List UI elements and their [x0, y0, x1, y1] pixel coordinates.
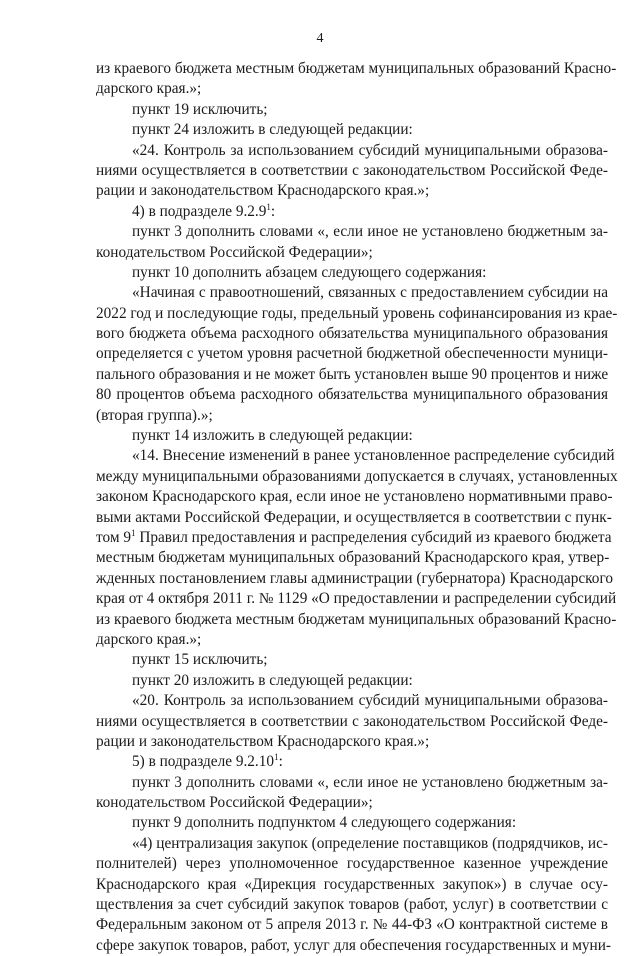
superscript: 1 [266, 201, 271, 212]
text-line [96, 100, 608, 120]
text-line [96, 671, 608, 691]
text-line [96, 548, 608, 568]
text-line-content: между муниципальными образованиями допускается в случаях, установленных [96, 467, 618, 485]
text-line [96, 610, 617, 630]
text-line [96, 161, 608, 181]
document-body [96, 59, 618, 956]
text-line [96, 344, 608, 364]
text-line-content: местным бюджетам муниципальных образований Краснодарского края, утвер- [96, 549, 610, 567]
text-line-content: рации и законодательством Краснодарского края.»; [96, 182, 430, 200]
text-line [96, 732, 608, 752]
text-line-tail: : [278, 753, 283, 771]
text-line-content: края от 4 октября 2011 г. № 1129 «О предоставлении и распределении субсидий [96, 590, 617, 608]
text-line-content: пункт 15 исключить; [132, 651, 268, 669]
superscript: 1 [274, 752, 279, 763]
text-line-tail: : [270, 202, 276, 220]
text-line-content: пункт 10 дополнить абзацем следующего содержания: [132, 263, 487, 281]
text-line-content: «24. Контроль за использованием субсидий муниципальными образова- [132, 141, 608, 159]
text-line [96, 79, 608, 99]
text-line [96, 406, 608, 426]
text-line-content: (вторая группа).»; [96, 406, 213, 424]
text-line [96, 752, 608, 772]
text-line [96, 508, 612, 528]
text-line [96, 527, 612, 548]
text-line-content: «20. Контроль за использованием субсидий муниципальными образова- [132, 692, 608, 710]
text-line [96, 181, 608, 201]
text-line [96, 589, 617, 609]
superscript: 1 [131, 527, 136, 538]
text-line-content: сфере закупок товаров, работ, услуг для обеспечения государственных и муни- [96, 936, 612, 954]
text-line-content: законом Краснодарского края, если иное не установлено нормативными право- [96, 488, 613, 506]
text-line-content: «14. Внесение изменений в ранее установленное распределение субсидий [132, 447, 615, 465]
text-line [96, 59, 617, 79]
text-line-content: том 9 [96, 528, 131, 546]
text-line [96, 691, 608, 711]
text-line [96, 630, 608, 650]
text-line-content: рации и законодательством Краснодарского края.»; [96, 732, 430, 750]
text-line [96, 487, 613, 507]
text-line-content: «Начиная с правоотношений, связанных с предоставлением субсидии на [132, 284, 608, 302]
text-line [96, 650, 608, 670]
text-line-content: 4) в подразделе 9.2.9 [132, 202, 267, 220]
text-line [96, 895, 608, 915]
text-line-content: пункт 24 изложить в следующей редакции: [132, 121, 413, 139]
text-line [96, 243, 608, 263]
text-line [96, 813, 608, 833]
text-line-content: Краснодарского края «Дирекция государственных закупок») в случае осу- [96, 875, 608, 893]
text-line [96, 385, 608, 405]
text-line [96, 120, 608, 140]
text-line-content: ществления за счет субсидий закупок товаров (работ, услуг) в соответствии с [96, 896, 608, 914]
text-line [96, 365, 608, 385]
text-line [96, 426, 608, 446]
text-line-content: пункт 19 исключить; [132, 100, 268, 118]
text-line-content: жденных постановлением главы администрации (губернатора) Краснодарского [96, 569, 613, 587]
text-line [96, 283, 608, 303]
text-line-tail: Правил предоставления и распределения субсидий из краевого бюджета [135, 528, 612, 546]
text-line-content: дарского края.»; [96, 630, 202, 648]
text-line [96, 304, 618, 324]
text-line [96, 793, 608, 813]
text-line-content: из краевого бюджета местным бюджетам муниципальных образований Красно- [96, 60, 617, 77]
text-line [96, 324, 608, 344]
text-line-content: «4) централизация закупок (определение поставщиков (подрядчиков, ис- [132, 834, 608, 852]
text-line [96, 202, 608, 222]
text-line [96, 773, 608, 793]
text-line-content: 5) в подразделе 9.2.10 [132, 753, 275, 771]
text-line-content: определяется с учетом уровня расчетной бюджетной обеспеченности муници- [96, 345, 608, 363]
text-line-content: пункт 14 изложить в следующей редакции: [132, 427, 413, 445]
text-line-content: выми актами Российской Федерации, и осуществляется в соответствии с пунк- [96, 508, 612, 526]
text-line-content: полнителей) через уполномоченное государственное казенное учреждение [96, 855, 608, 873]
text-line-content: 2022 год и последующие годы, предельный уровень софинансирования из крае- [96, 304, 618, 322]
text-line [96, 467, 618, 487]
text-line-content: из краевого бюджета местным бюджетам муниципальных образований Красно- [96, 610, 617, 628]
text-line-content: конодательством Российской Федерации»; [96, 794, 373, 812]
text-line-content: ниями осуществляется в соответствии с законодательством Российской Феде- [96, 712, 608, 730]
text-line-content: пального образования и не может быть установлен выше 90 процентов и ниже [96, 365, 609, 383]
text-line-content: пункт 20 изложить в следующей редакции: [132, 671, 413, 689]
text-line-content: пункт 9 дополнить подпунктом 4 следующего содержания: [132, 814, 517, 832]
text-line-content: вого бюджета объема расходного обязательства муниципального образования [96, 325, 608, 343]
page-number: 4 [316, 31, 324, 46]
text-line [96, 712, 608, 732]
text-line-content: Федеральным законом от 5 апреля 2013 г. № 44-ФЗ «О контрактной системе в [96, 916, 608, 934]
text-line [96, 222, 608, 242]
text-line [96, 936, 612, 956]
text-line [96, 141, 608, 161]
text-line-content: пункт 3 дополнить словами «, если иное не установлено бюджетным за- [132, 773, 608, 791]
text-line [96, 834, 608, 854]
text-line [96, 263, 608, 283]
text-line [96, 569, 613, 589]
text-line-content: конодательством Российской Федерации»; [96, 243, 373, 261]
text-line [96, 854, 608, 874]
text-line [96, 875, 608, 895]
text-line-content: пункт 3 дополнить словами «, если иное не установлено бюджетным за- [132, 223, 608, 241]
text-line [96, 915, 608, 935]
text-line [96, 446, 615, 466]
text-line-content: 80 процентов объема расходного обязательства муниципального образования [96, 386, 608, 404]
text-line-content: ниями осуществляется в соответствии с законодательством Российской Феде- [96, 161, 608, 179]
text-line-content: дарского края.»; [96, 80, 202, 98]
